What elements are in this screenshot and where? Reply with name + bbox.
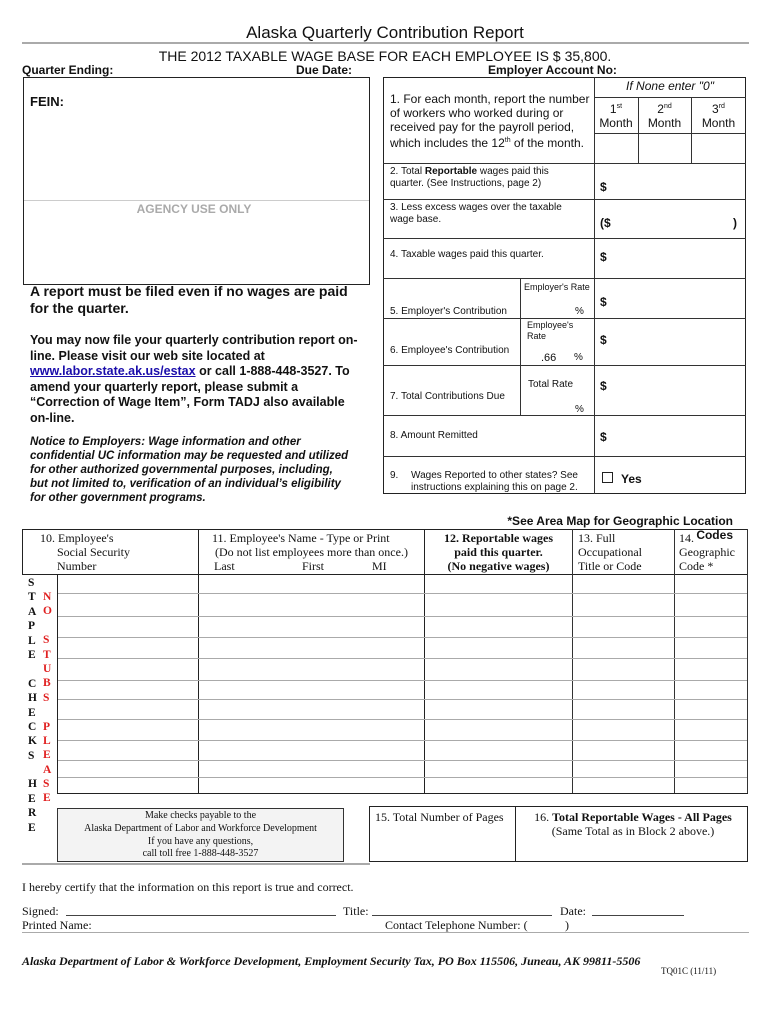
vertical-letter: T bbox=[43, 648, 51, 661]
table-row[interactable] bbox=[58, 681, 747, 698]
divider bbox=[57, 793, 748, 794]
item-9-label: Wages Reported to other states? See instructions explaining this on page 2. bbox=[411, 470, 578, 493]
total-rate-percent[interactable]: % bbox=[575, 404, 584, 415]
vertical-letter: R bbox=[28, 807, 37, 820]
vertical-letter: E bbox=[28, 648, 36, 661]
vertical-letter: B bbox=[43, 677, 51, 690]
online-text-2: or call 1-888-448-3527. To amend your quarterly report, please submit a “Correction of Wage Item”, Form TADJ also available on-line. bbox=[30, 364, 350, 425]
vertical-letter: P bbox=[28, 620, 36, 633]
divider bbox=[22, 42, 749, 44]
must-file-notice: A report must be filed even if no wages are paid for the quarter. bbox=[30, 283, 348, 316]
title-label: Title: bbox=[343, 904, 369, 918]
item-4-label: 4. Taxable wages paid this quarter. bbox=[390, 249, 544, 260]
total-rate-label: Total Rate bbox=[528, 379, 574, 390]
item-2-label: 2. Total Reportable wages paid this quarter. (See Instructions, page 2) bbox=[390, 166, 549, 189]
no-stubs-please-text bbox=[43, 590, 52, 806]
item-3-dollar[interactable]: ($ bbox=[600, 216, 611, 230]
item-8-dollar[interactable]: $ bbox=[600, 430, 607, 444]
vertical-letter: H bbox=[28, 778, 37, 791]
table-row[interactable] bbox=[58, 638, 747, 657]
vertical-letter: S bbox=[28, 577, 35, 589]
employee-rate-label: Employee's Rate bbox=[527, 320, 574, 341]
table-row[interactable] bbox=[58, 659, 747, 679]
divider bbox=[24, 200, 369, 201]
area-map-note: *See Area Map for Geographic Location Codes bbox=[507, 514, 733, 542]
printed-name-label[interactable]: Printed Name: bbox=[22, 918, 92, 932]
employer-rate-label: Employer's Rate bbox=[524, 282, 590, 292]
yes-checkbox[interactable] bbox=[602, 472, 613, 483]
table-row[interactable] bbox=[58, 720, 747, 739]
item-3-close: ) bbox=[733, 216, 737, 230]
table-row[interactable] bbox=[58, 700, 747, 718]
vertical-letter: C bbox=[28, 677, 37, 690]
vertical-letter bbox=[28, 662, 37, 676]
item-3-label: 3. Less excess wages over the taxable wage base. bbox=[390, 202, 562, 225]
divider bbox=[520, 278, 521, 415]
date-label: Date: bbox=[560, 904, 586, 918]
month-2-input[interactable] bbox=[639, 134, 690, 162]
employee-rate-value: .66 bbox=[541, 352, 557, 364]
item-7-dollar[interactable]: $ bbox=[600, 379, 607, 393]
table-row[interactable] bbox=[58, 778, 747, 792]
contact-phone-label[interactable]: Contact Telephone Number: ( bbox=[385, 918, 528, 932]
vertical-letter: P bbox=[43, 720, 51, 733]
confidentiality-notice: Notice to Employers: Wage information and other confidential UC information may be requested and utilized for other authorized governmental purposes, including, but not limited to, verification of an individual’s eligibility for other government programs. bbox=[30, 436, 349, 504]
staple-checks-here-text bbox=[28, 576, 37, 835]
divider bbox=[594, 97, 746, 98]
col-14-header: 14. Geographic Code * bbox=[679, 531, 735, 573]
vertical-letter: E bbox=[28, 792, 36, 805]
table-row[interactable] bbox=[58, 617, 747, 636]
divider bbox=[383, 318, 746, 319]
certify-text: I hereby certify that the information on this report is true and correct. bbox=[22, 880, 354, 894]
online-text: You may now file your quarterly contribution report on-line. Please visit our web site located at bbox=[30, 333, 358, 363]
item-8-label: 8. Amount Remitted bbox=[390, 430, 478, 441]
vertical-letter bbox=[28, 763, 37, 777]
vertical-letter: L bbox=[28, 634, 36, 647]
vertical-letter: O bbox=[43, 605, 52, 618]
date-line[interactable] bbox=[592, 915, 684, 916]
footer-address: Alaska Department of Labor & Workforce Development, Employment Security Tax, PO Box 115506, Juneau, AK 99811-5506 bbox=[22, 954, 641, 968]
signature-line[interactable] bbox=[66, 915, 336, 916]
vertical-letter: S bbox=[43, 778, 50, 791]
divider bbox=[383, 365, 746, 366]
divider bbox=[22, 863, 370, 865]
yes-label: Yes bbox=[621, 472, 642, 486]
item-1-label: 1. For each month, report the number of workers who worked during or received pay for the payroll period, which includes the 12th of the month. bbox=[390, 92, 590, 150]
vertical-letter: S bbox=[28, 749, 35, 762]
phone-close: ) bbox=[565, 918, 569, 932]
due-date-label: Due Date: bbox=[296, 63, 353, 77]
item-9-number: 9. bbox=[390, 470, 399, 481]
item-7-label: 7. Total Contributions Due bbox=[390, 391, 505, 402]
col-13-header: 13. Full Occupational Title or Code bbox=[578, 531, 642, 573]
agency-use-label: AGENCY USE ONLY bbox=[136, 202, 252, 216]
col-11-header: 11. Employee's Name - Type or Print (Do not list employees more than once.) Last First MI bbox=[212, 531, 408, 573]
vertical-letter: A bbox=[43, 763, 52, 776]
month-2-header: 2nd Month bbox=[647, 102, 682, 130]
page-title: Alaska Quarterly Contribution Report bbox=[246, 23, 524, 42]
employer-account-label: Employer Account No: bbox=[488, 63, 617, 77]
divider bbox=[383, 415, 746, 416]
divider bbox=[515, 806, 516, 862]
checks-payable-box: Make checks payable to the Alaska Department of Labor and Workforce Development If you have any questions, call toll free 1-888-448-3527 bbox=[57, 808, 344, 862]
if-none-note: If None enter "0" bbox=[626, 79, 714, 93]
vertical-letter: A bbox=[28, 605, 37, 618]
divider bbox=[383, 199, 746, 200]
item-6-dollar[interactable]: $ bbox=[600, 333, 607, 347]
fein-label[interactable]: FEIN: bbox=[30, 94, 64, 109]
vertical-letter: K bbox=[28, 735, 37, 748]
total-pages-label[interactable]: 15. Total Number of Pages bbox=[375, 810, 504, 824]
divider bbox=[383, 456, 746, 457]
vertical-letter bbox=[43, 705, 52, 719]
signed-label: Signed: bbox=[22, 904, 59, 918]
month-3-input[interactable] bbox=[692, 134, 745, 162]
fein-agency-box bbox=[23, 77, 370, 285]
month-1-header: 1st Month bbox=[599, 102, 633, 130]
item-6-label: 6. Employee's Contribution bbox=[390, 345, 510, 356]
title-line[interactable] bbox=[372, 915, 552, 916]
divider bbox=[383, 163, 746, 164]
vertical-letter: E bbox=[43, 749, 51, 762]
vertical-letter: L bbox=[43, 734, 51, 747]
quarter-ending-label: Quarter Ending: bbox=[22, 63, 114, 77]
item-4-dollar[interactable]: $ bbox=[600, 250, 607, 264]
item-5-dollar[interactable]: $ bbox=[600, 295, 607, 309]
form-number: TQ01C (11/11) bbox=[661, 966, 717, 976]
divider bbox=[383, 278, 746, 279]
vertical-letter: E bbox=[28, 821, 36, 834]
vertical-letter: S bbox=[43, 691, 50, 704]
table-row[interactable] bbox=[58, 741, 747, 759]
employer-rate-percent[interactable]: % bbox=[575, 306, 584, 317]
vertical-letter bbox=[43, 619, 52, 633]
vertical-letter: C bbox=[28, 720, 37, 733]
vertical-letter: T bbox=[28, 591, 36, 604]
col-10-header: 10. Employee's Social Security Number bbox=[40, 531, 130, 573]
total-wages-all-pages[interactable]: 16. Total Reportable Wages - All Pages (Same Total as in Block 2 above.) bbox=[534, 810, 732, 838]
col-12-header: 12. Reportable wages paid this quarter. (No negative wages) bbox=[444, 531, 553, 573]
vertical-letter: S bbox=[43, 634, 50, 647]
online-filing-notice bbox=[30, 333, 360, 426]
vertical-letter: H bbox=[28, 692, 37, 705]
wage-base-notice: THE 2012 TAXABLE WAGE BASE FOR EACH EMPLOYEE IS $ 35,800. bbox=[158, 48, 612, 64]
vertical-letter: U bbox=[43, 662, 52, 675]
table-row[interactable] bbox=[58, 576, 747, 592]
vertical-letter: E bbox=[43, 792, 51, 805]
estax-link[interactable]: www.labor.state.ak.us/estax bbox=[30, 364, 196, 378]
table-row[interactable] bbox=[58, 761, 747, 776]
vertical-letter: E bbox=[28, 706, 36, 719]
month-3-header: 3rd Month bbox=[701, 102, 736, 130]
vertical-letter: N bbox=[43, 591, 52, 603]
divider bbox=[383, 238, 746, 239]
divider bbox=[22, 932, 749, 933]
month-1-input[interactable] bbox=[595, 134, 637, 162]
item-5-label: 5. Employer's Contribution bbox=[390, 306, 507, 317]
table-row[interactable] bbox=[58, 594, 747, 615]
employee-rate-percent: % bbox=[574, 352, 583, 363]
divider bbox=[747, 529, 748, 793]
item-2-dollar[interactable]: $ bbox=[600, 180, 607, 194]
